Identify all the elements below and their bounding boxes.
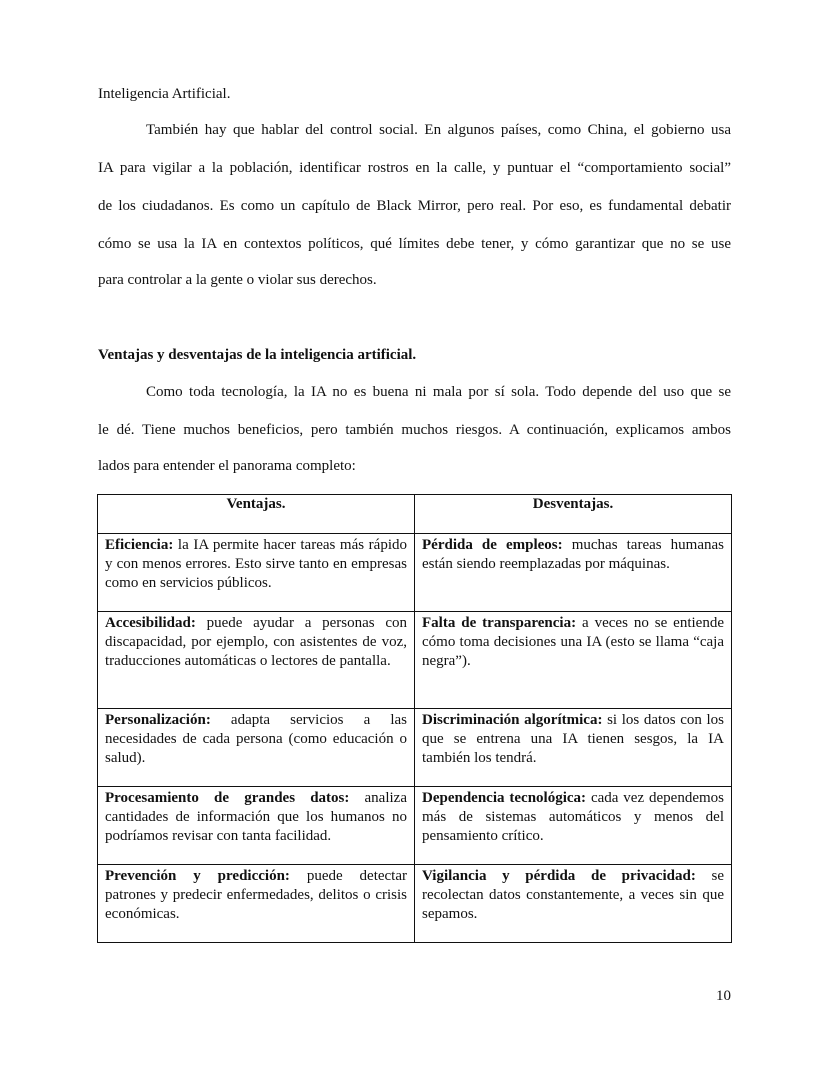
- header-ventajas: Ventajas.: [98, 495, 415, 534]
- page-number: 10: [716, 988, 731, 1004]
- disadvantage-text: cada vez dependemos más de sistemas automáticos y menos del pensamiento crítico.: [422, 790, 724, 844]
- disadvantage-cell: [415, 612, 732, 709]
- disadvantage-title: Falta de transparencia:: [422, 615, 577, 631]
- advantage-cell: [98, 612, 415, 709]
- paragraph-line: para controlar a la gente o violar sus derechos.: [98, 272, 377, 288]
- disadvantage-title: Discriminación algorítmica:: [422, 712, 603, 728]
- advantage-text: adapta servicios a las necesidades de cada persona (como educación o salud).: [105, 712, 407, 766]
- disadvantage-text: se recolectan datos constantemente, a veces sin que sepamos.: [422, 868, 724, 922]
- table-row: [98, 612, 732, 709]
- table-row: [98, 787, 732, 865]
- disadvantage-title: Dependencia tecnológica:: [422, 790, 587, 806]
- disadvantage-text: a veces no se entiende cómo toma decisiones una IA (esto se llama “caja negra”).: [422, 615, 724, 669]
- paragraph-line: le dé. Tiene muchos beneficios, pero también muchos riesgos. A continuación, explicamos ambos: [98, 422, 731, 438]
- paragraph-line: lados para entender el panorama completo:: [98, 458, 356, 474]
- paragraph-line: de los ciudadanos. Es como un capítulo de Black Mirror, pero real. Por eso, es fundamental debatir: [98, 198, 731, 214]
- advantage-text: puede detectar patrones y predecir enfermedades, delitos o crisis económicas.: [105, 868, 407, 922]
- advantage-cell: [98, 865, 415, 943]
- advantage-title: Personalización:: [105, 712, 211, 728]
- advantage-title: Accesibilidad:: [105, 615, 196, 631]
- table-row: [98, 709, 732, 787]
- advantage-text: puede ayudar a personas con discapacidad, por ejemplo, con asistentes de voz, traducciones automáticas o lectores de pantalla.: [105, 615, 407, 669]
- table-row: [98, 534, 732, 612]
- disadvantage-cell: [415, 709, 732, 787]
- disadvantage-cell: [415, 865, 732, 943]
- disadvantage-cell: [415, 534, 732, 612]
- disadvantage-title: Pérdida de empleos:: [422, 537, 563, 553]
- disadvantage-text: si los datos con los que se entrena una IA tienen sesgos, la IA también los tendrá.: [422, 712, 725, 766]
- header-desventajas: Desventajas.: [415, 495, 732, 534]
- disadvantage-text: muchas tareas humanas están siendo reemplazadas por máquinas.: [422, 537, 724, 572]
- advantage-title: Prevención y predicción:: [105, 868, 290, 884]
- section-heading: Ventajas y desventajas de la inteligencia artificial.: [98, 347, 417, 363]
- advantage-cell: [98, 709, 415, 787]
- table-row: [98, 865, 732, 943]
- paragraph-line: También hay que hablar del control social. En algunos países, como China, el gobierno usa: [146, 122, 731, 138]
- advantage-text: analiza cantidades de información que los humanos no podríamos revisar con tanta facilidad.: [105, 790, 407, 844]
- advantage-title: Procesamiento de grandes datos:: [105, 790, 350, 806]
- paragraph-line: cómo se usa la IA en contextos políticos, qué límites debe tener, y cómo garantizar que no se use: [98, 236, 731, 252]
- table-header-row: [98, 495, 732, 534]
- paragraph-line: IA para vigilar a la población, identificar rostros en la calle, y puntuar el “comportamiento social”: [98, 160, 731, 176]
- paragraph-line: Como toda tecnología, la IA no es buena ni mala por sí sola. Todo depende del uso que se: [146, 384, 731, 400]
- advantage-title: Eficiencia:: [105, 537, 174, 553]
- advantage-text: la IA permite hacer tareas más rápido y con menos errores. Esto sirve tanto en empresas como en servicios públicos.: [105, 537, 407, 591]
- advantage-cell: [98, 787, 415, 865]
- advantage-cell: [98, 534, 415, 612]
- disadvantage-cell: [415, 787, 732, 865]
- disadvantage-title: Vigilancia y pérdida de privacidad:: [422, 868, 696, 884]
- pros-cons-table: [97, 494, 732, 943]
- paragraph-line: Inteligencia Artificial.: [98, 86, 231, 102]
